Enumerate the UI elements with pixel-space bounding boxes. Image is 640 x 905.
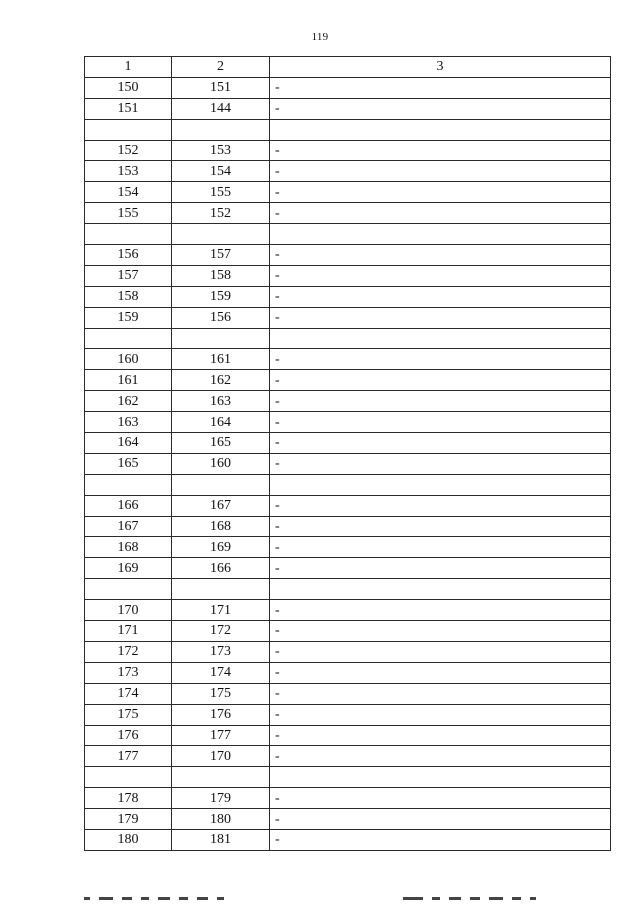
cell-col-1: 156 xyxy=(85,245,172,266)
cell-col-3: - xyxy=(270,140,611,161)
cell-col-1: 179 xyxy=(85,809,172,830)
cell-col-3: - xyxy=(270,182,611,203)
cell-col-2: 160 xyxy=(172,453,270,474)
cell-col-1 xyxy=(85,767,172,788)
cell-col-1: 176 xyxy=(85,725,172,746)
cell-col-2: 153 xyxy=(172,140,270,161)
table-row xyxy=(85,265,611,286)
cell-col-1: 167 xyxy=(85,516,172,537)
table-row xyxy=(85,746,611,767)
cut-off-text-line xyxy=(84,897,610,905)
cell-col-2: 157 xyxy=(172,245,270,266)
cell-col-3 xyxy=(270,224,611,245)
table-row xyxy=(85,98,611,119)
cell-col-3: - xyxy=(270,704,611,725)
table-row xyxy=(85,161,611,182)
cell-col-1: 170 xyxy=(85,600,172,621)
cell-col-1: 158 xyxy=(85,286,172,307)
cell-col-2: 162 xyxy=(172,370,270,391)
cell-col-3 xyxy=(270,119,611,140)
cell-col-2: 181 xyxy=(172,829,270,850)
cell-col-1: 178 xyxy=(85,788,172,809)
cell-col-2: 172 xyxy=(172,621,270,642)
cell-col-3: - xyxy=(270,495,611,516)
cell-col-3: - xyxy=(270,349,611,370)
cell-col-3: - xyxy=(270,370,611,391)
cell-col-3 xyxy=(270,328,611,349)
cell-col-1 xyxy=(85,328,172,349)
cell-col-2: 177 xyxy=(172,725,270,746)
cell-col-2: 164 xyxy=(172,412,270,433)
cell-col-1: 152 xyxy=(85,140,172,161)
cell-col-1: 155 xyxy=(85,203,172,224)
cell-col-2: 170 xyxy=(172,746,270,767)
cell-col-2 xyxy=(172,579,270,600)
cell-col-1: 160 xyxy=(85,349,172,370)
cell-col-2: 154 xyxy=(172,161,270,182)
column-header-1: 1 xyxy=(85,57,172,78)
table-row xyxy=(85,579,611,600)
cell-col-2: 171 xyxy=(172,600,270,621)
cell-col-2: 144 xyxy=(172,98,270,119)
cell-col-2: 174 xyxy=(172,662,270,683)
cell-col-2 xyxy=(172,328,270,349)
cell-col-1: 162 xyxy=(85,391,172,412)
cell-col-1: 150 xyxy=(85,77,172,98)
cell-col-3: - xyxy=(270,600,611,621)
cell-col-3 xyxy=(270,579,611,600)
cell-col-3: - xyxy=(270,203,611,224)
cell-col-3: - xyxy=(270,558,611,579)
cell-col-3: - xyxy=(270,453,611,474)
cell-col-3: - xyxy=(270,286,611,307)
cell-col-3: - xyxy=(270,746,611,767)
cell-col-2: 179 xyxy=(172,788,270,809)
cell-col-2: 169 xyxy=(172,537,270,558)
cell-col-3: - xyxy=(270,662,611,683)
table-row xyxy=(85,203,611,224)
cell-col-2: 175 xyxy=(172,683,270,704)
cell-col-1: 171 xyxy=(85,621,172,642)
table-row xyxy=(85,829,611,850)
cell-col-2: 180 xyxy=(172,809,270,830)
cell-col-1 xyxy=(85,119,172,140)
cell-col-3: - xyxy=(270,245,611,266)
table-row xyxy=(85,391,611,412)
cell-col-3: - xyxy=(270,265,611,286)
cell-col-3: - xyxy=(270,725,611,746)
cell-col-2 xyxy=(172,474,270,495)
cell-col-2: 156 xyxy=(172,307,270,328)
table-row xyxy=(85,767,611,788)
table-row xyxy=(85,600,611,621)
column-header-2: 2 xyxy=(172,57,270,78)
page-number: 119 xyxy=(311,31,329,43)
table-row xyxy=(85,286,611,307)
table-row xyxy=(85,349,611,370)
table-header-row xyxy=(85,57,611,78)
cell-col-1: 153 xyxy=(85,161,172,182)
column-header-3: 3 xyxy=(270,57,611,78)
cell-col-1: 169 xyxy=(85,558,172,579)
cell-col-3: - xyxy=(270,809,611,830)
cell-col-1: 159 xyxy=(85,307,172,328)
cell-col-1: 180 xyxy=(85,829,172,850)
table-row xyxy=(85,516,611,537)
cell-col-2 xyxy=(172,767,270,788)
cell-col-1: 173 xyxy=(85,662,172,683)
cell-col-2: 167 xyxy=(172,495,270,516)
cell-col-3: - xyxy=(270,161,611,182)
table-row xyxy=(85,182,611,203)
cell-col-1: 174 xyxy=(85,683,172,704)
cell-col-1: 166 xyxy=(85,495,172,516)
cell-col-3: - xyxy=(270,307,611,328)
cell-col-3: - xyxy=(270,641,611,662)
cell-col-2: 176 xyxy=(172,704,270,725)
cell-col-1: 157 xyxy=(85,265,172,286)
cell-col-1: 175 xyxy=(85,704,172,725)
cell-col-3 xyxy=(270,474,611,495)
cell-col-3: - xyxy=(270,391,611,412)
table-row xyxy=(85,725,611,746)
table-row xyxy=(85,370,611,391)
cell-col-3: - xyxy=(270,412,611,433)
data-table xyxy=(84,56,611,851)
cell-col-2: 155 xyxy=(172,182,270,203)
cell-col-1: 177 xyxy=(85,746,172,767)
table-row xyxy=(85,140,611,161)
cell-col-1: 164 xyxy=(85,433,172,454)
cell-col-3: - xyxy=(270,788,611,809)
table-row xyxy=(85,412,611,433)
table-row xyxy=(85,77,611,98)
table-row xyxy=(85,558,611,579)
cell-col-1: 161 xyxy=(85,370,172,391)
table-row xyxy=(85,809,611,830)
cell-col-1 xyxy=(85,224,172,245)
cell-col-1: 151 xyxy=(85,98,172,119)
cell-col-2: 163 xyxy=(172,391,270,412)
table-row xyxy=(85,328,611,349)
table-row xyxy=(85,662,611,683)
table-row xyxy=(85,433,611,454)
table-row xyxy=(85,683,611,704)
cell-col-1 xyxy=(85,579,172,600)
table-row xyxy=(85,704,611,725)
cell-col-2: 168 xyxy=(172,516,270,537)
table-row xyxy=(85,307,611,328)
table-row xyxy=(85,621,611,642)
cell-col-2: 159 xyxy=(172,286,270,307)
table-row xyxy=(85,453,611,474)
cell-col-3: - xyxy=(270,537,611,558)
cell-col-3: - xyxy=(270,98,611,119)
table-row xyxy=(85,474,611,495)
cell-col-2: 151 xyxy=(172,77,270,98)
cell-col-2: 173 xyxy=(172,641,270,662)
cell-col-2: 158 xyxy=(172,265,270,286)
cell-col-2 xyxy=(172,224,270,245)
cell-col-3 xyxy=(270,767,611,788)
cell-col-2: 165 xyxy=(172,433,270,454)
table-row xyxy=(85,788,611,809)
cell-col-2: 161 xyxy=(172,349,270,370)
cell-col-3: - xyxy=(270,829,611,850)
cell-col-1: 165 xyxy=(85,453,172,474)
cell-col-1: 172 xyxy=(85,641,172,662)
cell-col-2: 166 xyxy=(172,558,270,579)
table-row xyxy=(85,495,611,516)
table-row xyxy=(85,537,611,558)
cell-col-1: 168 xyxy=(85,537,172,558)
cell-col-3: - xyxy=(270,77,611,98)
cell-col-3: - xyxy=(270,516,611,537)
cell-col-1: 154 xyxy=(85,182,172,203)
cell-col-1: 163 xyxy=(85,412,172,433)
cell-col-2 xyxy=(172,119,270,140)
cell-col-3: - xyxy=(270,683,611,704)
table-row xyxy=(85,245,611,266)
cell-col-3: - xyxy=(270,433,611,454)
table-body xyxy=(85,77,611,850)
table-row xyxy=(85,224,611,245)
cell-col-3: - xyxy=(270,621,611,642)
table-row xyxy=(85,119,611,140)
cell-col-1 xyxy=(85,474,172,495)
cell-col-2: 152 xyxy=(172,203,270,224)
table-row xyxy=(85,641,611,662)
